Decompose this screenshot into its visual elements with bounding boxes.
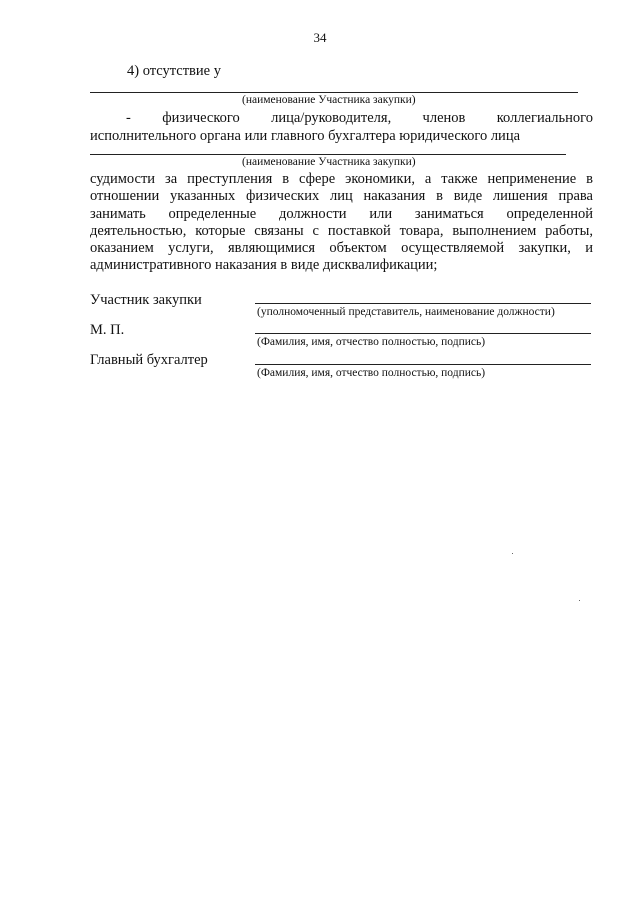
scan-speck (512, 553, 513, 554)
dash-word-3: членов (422, 110, 466, 126)
dash-word-4: коллегиального (496, 110, 593, 126)
item-heading: 4) отсутствие у (127, 63, 221, 79)
participant-label: Участник закупки (90, 292, 202, 308)
seal-label: М. П. (90, 322, 125, 338)
participant-caption: (уполномоченный представитель, наименование должности) (257, 306, 555, 318)
body-paragraph: судимости за преступления в сфере экономики, а также неприменение в отношении указанных физических лиц наказания в виде лишения права занимать определенные должности или заниматься определенной деятельностью, которые связаны с поставкой товара, выполнением работы, оказанием услуги, являющимися объектом осуществляемой закупки, и административного наказания в виде дисквалификации; (90, 171, 593, 274)
page-number: 34 (313, 30, 327, 45)
participant-name-caption-1: (наименование Участника закупки) (242, 94, 416, 106)
participant-name-caption-2: (наименование Участника закупки) (242, 156, 416, 168)
accountant-label: Главный бухгалтер (90, 352, 208, 368)
seal-caption: (Фамилия, имя, отчество полностью, подпись) (257, 336, 486, 348)
dash-mark: - (126, 110, 131, 126)
body-line-2: исполнительного органа или главного бухгалтера юридического лица (90, 128, 521, 144)
scan-speck (579, 600, 580, 601)
dash-word-1: физического (162, 110, 240, 126)
seal-signature-line (255, 333, 591, 334)
dash-line (90, 110, 593, 127)
accountant-signature-line (255, 364, 591, 365)
dash-word-2: лица/руководителя, (271, 110, 392, 126)
participant-name-line-1 (90, 92, 578, 93)
accountant-caption: (Фамилия, имя, отчество полностью, подпись) (257, 367, 486, 379)
participant-name-line-2 (90, 154, 566, 155)
participant-signature-line (255, 303, 591, 304)
